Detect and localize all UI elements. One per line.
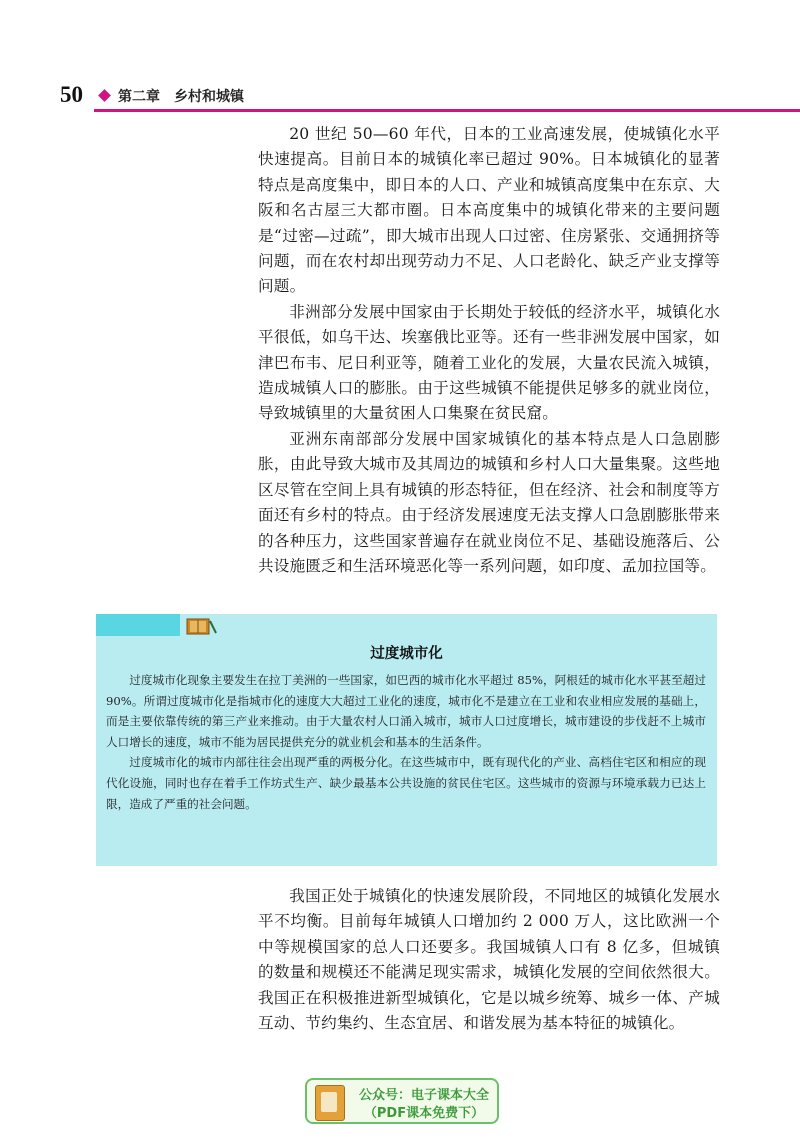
body-text-top — [258, 122, 720, 579]
body-text-bottom — [258, 884, 720, 1036]
reading-box-tab — [96, 614, 180, 636]
reading-box — [96, 614, 717, 866]
reading-paragraph: 过度城市化现象主要发生在拉丁美洲的一些国家，如巴西的城市化水平超过 85%，阿根廷的城市化水平甚至超过 90%。所谓过度城市化是指城市化的速度大大超过工业化的速度，城市化不是建立在工业和农业相应发展的基础上，而是主要依靠传统的第三产业来推动。由于大量农村人口涌入城市，城市人口过度增长，城市建设的步伐赶不上城市人口增长的速度，城市不能为居民提供充分的就业机会和基本的生活条件。 — [106, 673, 706, 749]
paragraph-japan: 20 世纪 50—60 年代，日本的工业高速发展，使城镇化水平快速提高。目前日本的城镇化率已超过 90%。日本城镇化的显著特点是高度集中，即日本的人口、产业和城镇高度集中在东京、大阪和名古屋三大都市圈。日本高度集中的城镇化带来的主要问题是“过密—过疏”，即大城市出现人口过密、住房紧张、交通拥挤等问题，而在农村却出现劳动力不足、人口老龄化、缺乏产业支撑等问题。 — [258, 125, 720, 296]
page-number: 50 — [60, 82, 83, 107]
ebook-icon — [315, 1085, 345, 1121]
diamond-icon — [98, 89, 111, 102]
watermark-line1: 公众号：电子课本大全 — [358, 1088, 489, 1103]
page-header — [0, 78, 800, 114]
reading-box-title: 过度城市化 — [370, 646, 443, 662]
paragraph-southeast-asia: 亚洲东南部部分发展中国家城镇化的基本特点是人口急剧膨胀，由此导致大城市及其周边的城镇和乡村人口大量集聚。这些地区尽管在空间上具有城镇的形态特征，但在经济、社会和制度等方面还有乡村的特点。由于经济发展速度无法支撑人口急剧膨胀带来的各种压力，这些国家普遍存在就业岗位不足、基础设施落后、公共设施匮乏和生活环境恶化等一系列问题，如印度、孟加拉国等。 — [258, 429, 720, 575]
paragraph-africa: 非洲部分发展中国家由于长期处于较低的经济水平，城镇化水平很低，如乌干达、埃塞俄比亚等。还有一些非洲发展中国家，如津巴布韦、尼日利亚等，随着工业化的发展，大量农民流入城镇，造成城镇人口的膨胀。由于这些城镇不能提供足够多的就业岗位，导致城镇里的大量贫困人口集聚在贫民窟。 — [258, 302, 720, 423]
chapter-title: 第二章 乡村和城镇 — [118, 89, 244, 105]
book-icon — [186, 617, 218, 635]
watermark-badge — [305, 1078, 499, 1124]
paragraph-china: 我国正处于城镇化的快速发展阶段，不同地区的城镇化发展水平不均衡。目前每年城镇人口增加约 2 000 万人，这比欧洲一个中等规模国家的总人口还要多。我国城镇人口有 8 亿多，但城镇的数量和规模还不能满足现实需求，城镇化发展的空间依然很大。我国正在积极推进新型城镇化，它是以城乡统筹、城乡一体、产城互动、节约集约、生态宜居、和谐发展为基本特征的城镇化。 — [258, 887, 720, 1033]
reading-paragraph: 过度城市化的城市内部往往会出现严重的两极分化。在这些城市中，既有现代化的产业、高档住宅区和相应的现代化设施，同时也存在着手工作坊式生产、缺少最基本公共设施的贫民住宅区。这些城市的资源与环境承载力已达上限，造成了严重的社会问题。 — [106, 755, 706, 811]
reading-box-text — [106, 670, 706, 814]
header-rule — [94, 109, 800, 112]
watermark-line2: （PDF课本免费下） — [363, 1106, 485, 1121]
